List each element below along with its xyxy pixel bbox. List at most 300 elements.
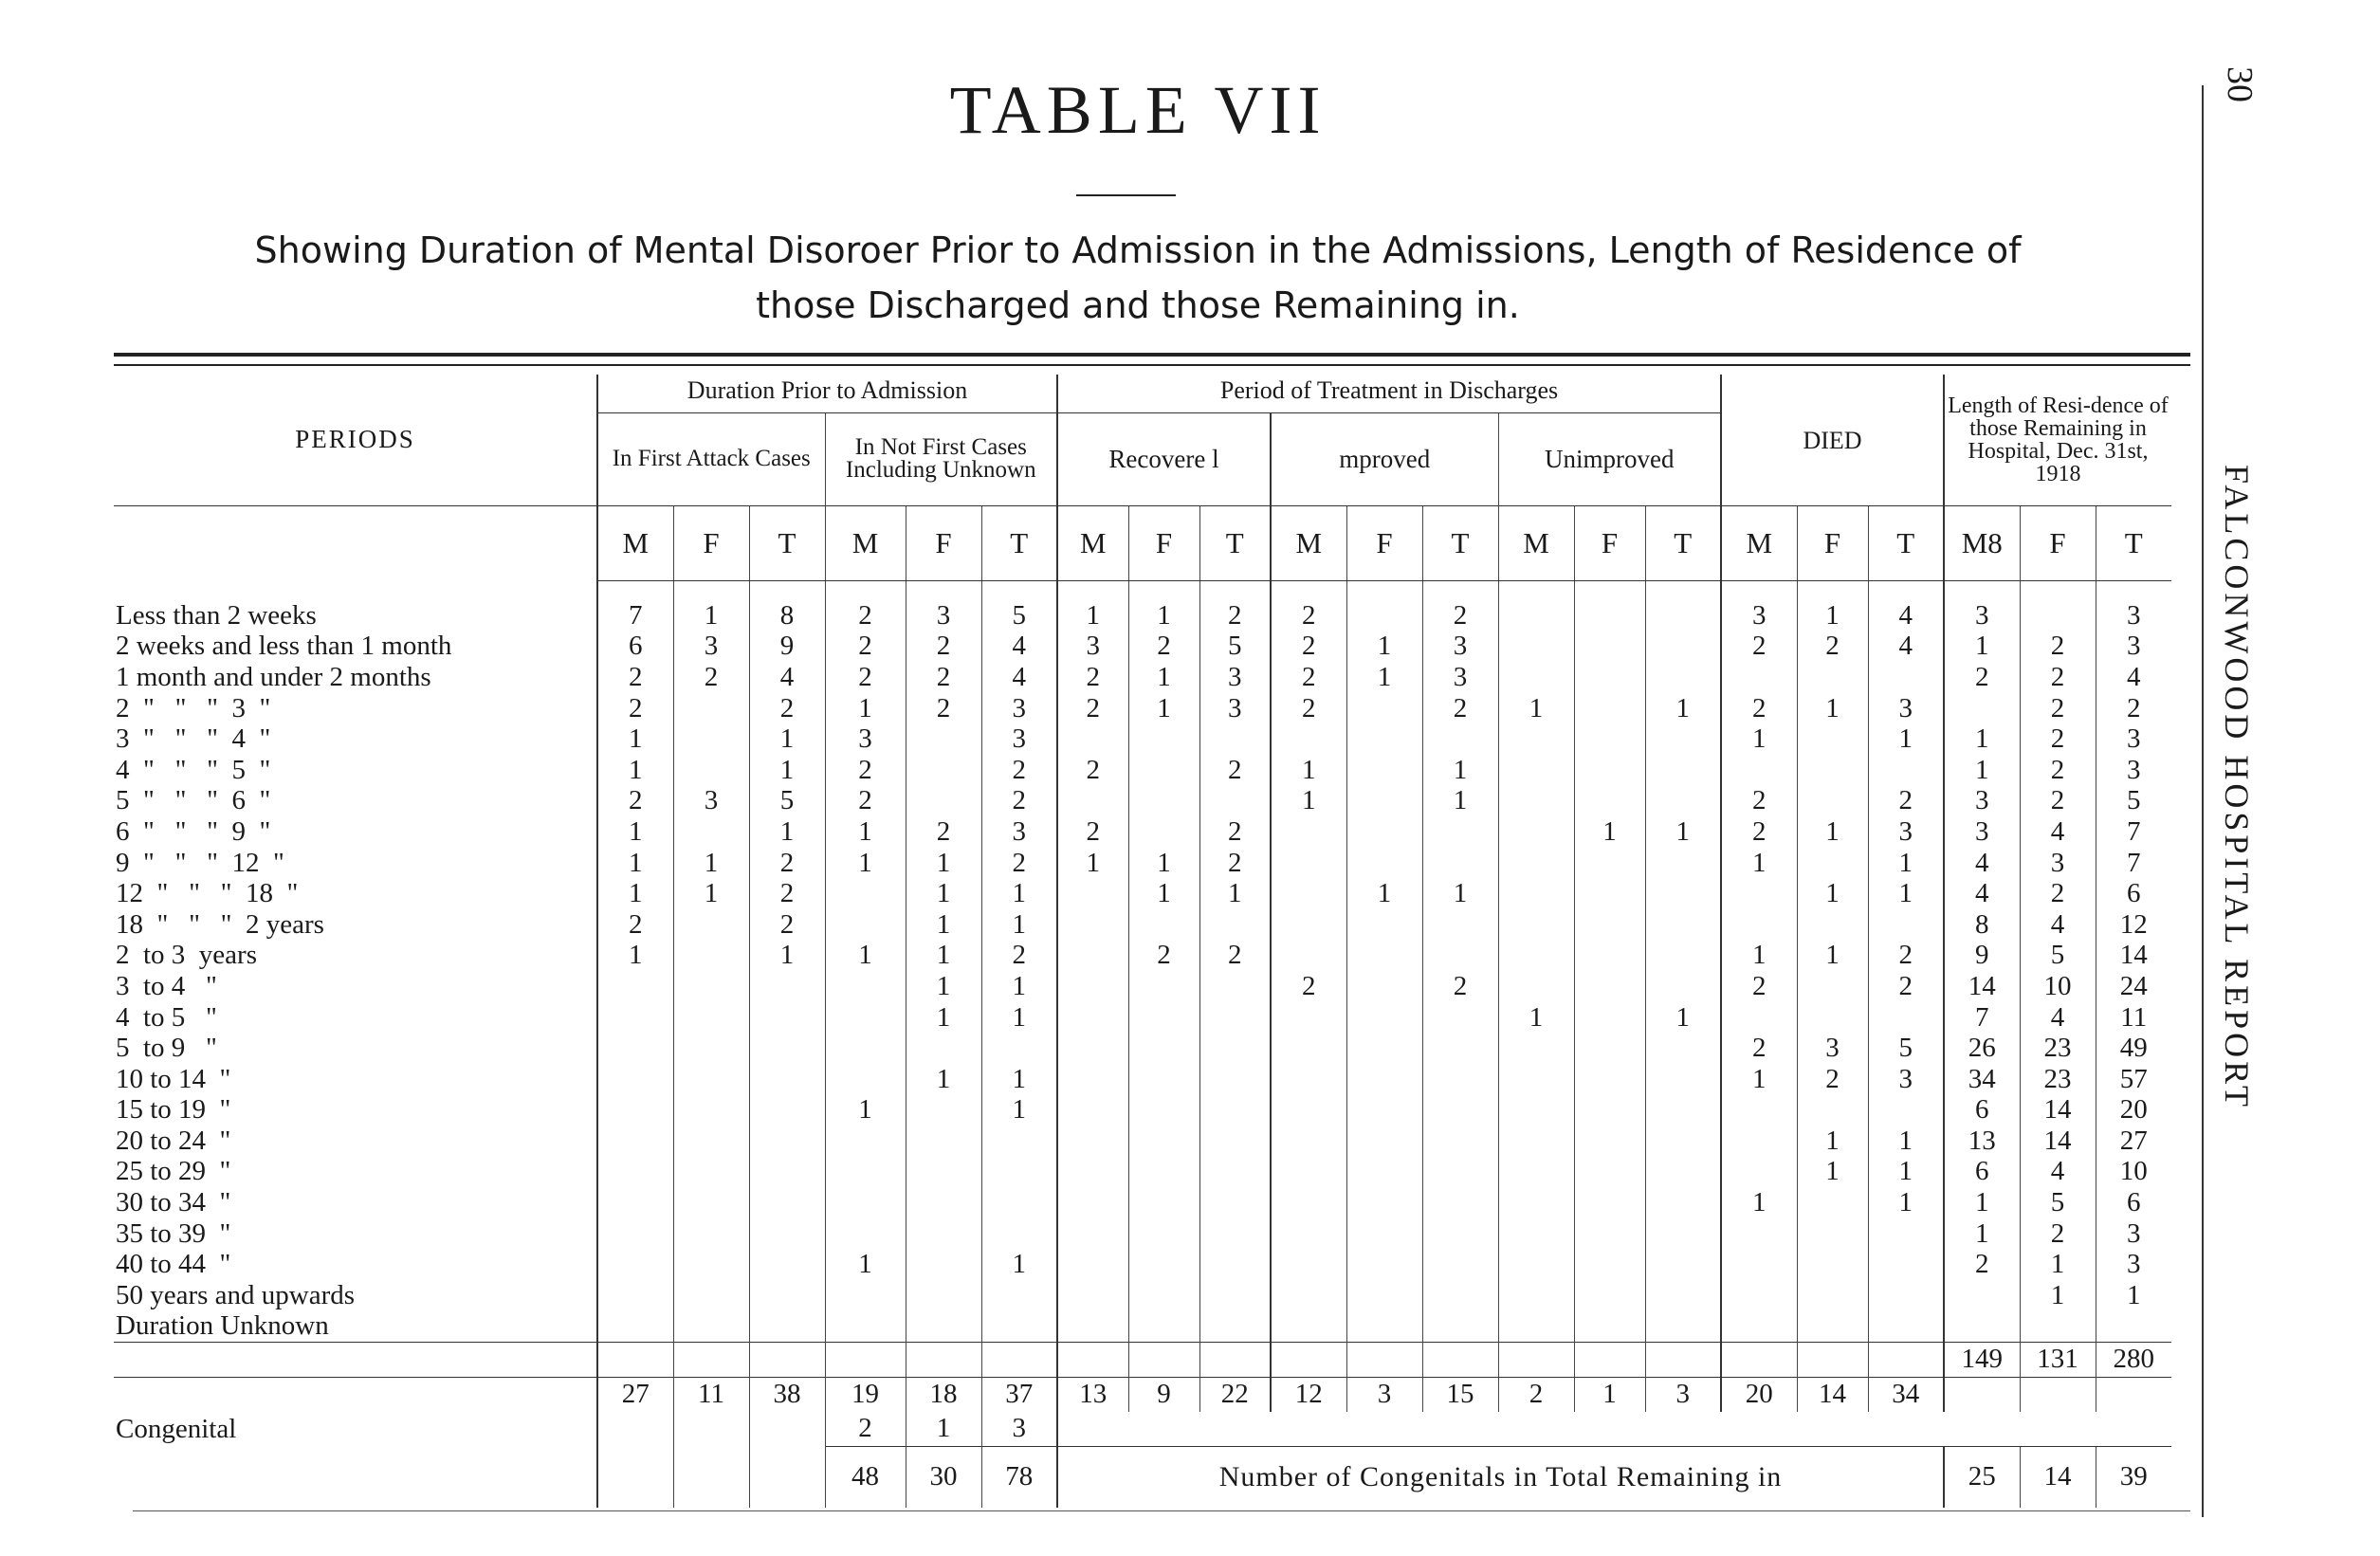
table-cell (1422, 847, 1498, 878)
table-cell: 7 (1944, 1001, 2020, 1033)
table-cell (1128, 1063, 1199, 1094)
table-cell: 2 (1797, 631, 1868, 662)
table-cell (1645, 754, 1721, 785)
table-cell (1574, 1310, 1645, 1342)
table-cell (1422, 1187, 1498, 1218)
table-cell (1574, 971, 1645, 1002)
table-cell: 4 (2020, 1156, 2096, 1187)
table-cell: 3 (2020, 847, 2096, 878)
table-cell (1057, 1280, 1128, 1311)
table-cell: 7 (597, 600, 673, 632)
col-header-t: T (1199, 505, 1271, 580)
table-cell (1498, 1249, 1574, 1280)
table-cell: 2 (2020, 662, 2096, 693)
table-cell (1797, 1094, 1868, 1126)
row-label: Duration Unknown (116, 1310, 329, 1342)
table-cell: 1 (749, 754, 825, 785)
table-cell: 1 (1797, 878, 1868, 909)
table-cell: 1 (906, 1412, 981, 1447)
table-cell: 1 (2020, 1280, 2096, 1311)
table-row (114, 631, 2171, 662)
table-cell: 4 (2020, 1001, 2096, 1033)
table-cell (1944, 1280, 2020, 1311)
table-row (114, 908, 2171, 940)
table-cell (1199, 1249, 1271, 1280)
table-cell: 1 (1797, 600, 1868, 632)
table-cell: 1 (1721, 1187, 1797, 1218)
table-cell (749, 1249, 825, 1280)
table-cell (1574, 847, 1645, 878)
running-head: FALCONWOOD HOSPITAL REPORT (2218, 465, 2256, 1110)
table-cell (1422, 723, 1498, 755)
table-cell: 1 (673, 878, 749, 909)
table-cell (1199, 1310, 1271, 1342)
table-cell (597, 1217, 673, 1249)
table-cell (906, 1094, 981, 1126)
blank-cell (2096, 1377, 2171, 1412)
table-cell: 1 (1128, 847, 1199, 878)
table-cell (1346, 1249, 1422, 1280)
row-label: Less than 2 weeks (116, 599, 317, 631)
table-row (114, 692, 2171, 723)
table-cell: 1 (749, 816, 825, 848)
table-cell: 1 (906, 908, 981, 940)
table-cell (1645, 1156, 1721, 1187)
row-label: 9 " " " 12 " (116, 847, 284, 878)
table-cell (597, 1126, 673, 1157)
col-header-f: F (1346, 505, 1422, 580)
table-cell (1574, 723, 1645, 755)
table-row (114, 1280, 2171, 1311)
table-cell (1346, 1033, 1422, 1064)
table-cell (1271, 847, 1346, 878)
table-cell (1797, 754, 1868, 785)
table-cell: 3 (981, 1412, 1057, 1447)
table-cell (1868, 1094, 1944, 1126)
table-cell (1498, 662, 1574, 693)
table-cell (1128, 1033, 1199, 1064)
table-cell: 3 (2096, 754, 2171, 785)
table-cell (597, 1249, 673, 1280)
table-cell (1797, 1217, 1868, 1249)
table-cell: 3 (906, 600, 981, 632)
table-cell: 2 (597, 785, 673, 816)
table-cell (1346, 847, 1422, 878)
table-cell (1346, 723, 1422, 755)
totals-row (114, 1377, 2171, 1412)
table-cell (1128, 1001, 1199, 1033)
table-cell (1645, 971, 1721, 1002)
table-cell (1057, 1063, 1128, 1094)
blank-cell (2020, 1377, 2096, 1412)
table-cell (1645, 1217, 1721, 1249)
table-cell: 2 (906, 631, 981, 662)
table-cell (1574, 1187, 1645, 1218)
page-title: TABLE VII (949, 72, 1327, 148)
table-cell: 1 (1944, 1187, 2020, 1218)
table-cell (1498, 631, 1574, 662)
table-cell (2020, 600, 2096, 632)
table-cell: 3 (1422, 662, 1498, 693)
table-cell (1422, 1280, 1498, 1311)
table-cell: 49 (2096, 1033, 2171, 1064)
table-cell: 7 (2096, 816, 2171, 848)
table-cell (597, 1280, 673, 1311)
table-cell (1574, 631, 1645, 662)
table-cell (749, 1001, 825, 1033)
blank-cell (114, 1446, 597, 1508)
table-cell: 5 (2020, 940, 2096, 971)
table-cell (1645, 1187, 1721, 1218)
bottom-rule (133, 1510, 2190, 1511)
table-cell (1645, 600, 1721, 632)
row-label: 5 " " " 6 " (116, 785, 271, 816)
table-cell (1199, 785, 1271, 816)
table-cell: 5 (2020, 1187, 2096, 1218)
grand-total-row (114, 1446, 2171, 1508)
table-cell: 3 (1057, 631, 1128, 662)
col-header-m: M (1057, 505, 1128, 580)
table-cell (906, 1156, 981, 1187)
table-cell: 1 (1797, 1156, 1868, 1187)
table-cell (1128, 908, 1199, 940)
blank-cell (114, 1342, 597, 1377)
died-header: DIED (1721, 375, 1944, 505)
table-cell: 2 (1944, 1249, 2020, 1280)
table-cell: 20 (2096, 1094, 2171, 1126)
table-cell (825, 971, 906, 1002)
table-cell (1199, 1063, 1271, 1094)
row-label: 3 " " " 4 " (116, 723, 271, 755)
col-header-f: F (2020, 505, 2096, 580)
table-cell: 3 (825, 723, 906, 755)
table-cell (1128, 1217, 1199, 1249)
table-cell: 2 (1868, 940, 1944, 971)
table-cell: 1 (1128, 600, 1199, 632)
col-header-m-remaining: M8 (1944, 505, 2020, 580)
table-cell: 1 (825, 1094, 906, 1126)
table-cell (1057, 908, 1128, 940)
total-cell: 280 (2096, 1342, 2171, 1377)
table-cell (1498, 723, 1574, 755)
table-cell (825, 878, 906, 909)
table-cell: 34 (1944, 1063, 2020, 1094)
table-cell: 1 (1271, 785, 1346, 816)
table-cell (1498, 754, 1574, 785)
table-cell: 6 (1944, 1094, 2020, 1126)
table-cell: 2 (2096, 692, 2171, 723)
blank-cell (749, 1446, 825, 1508)
table-cell: 2 (1271, 971, 1346, 1002)
table-cell (1574, 1063, 1645, 1094)
table-cell (825, 1217, 906, 1249)
table-cell: 23 (2020, 1063, 2096, 1094)
row-label: 4 " " " 5 " (116, 754, 271, 785)
table-cell (1271, 1033, 1346, 1064)
table-cell (1271, 1063, 1346, 1094)
table-cell (1645, 940, 1721, 971)
table-cell (1128, 1156, 1199, 1187)
table-cell: 1 (981, 1249, 1057, 1280)
col-header-t: T (1868, 505, 1944, 580)
blank-cell (1057, 1412, 2171, 1447)
table-cell: 1 (906, 971, 981, 1002)
table-cell (1346, 692, 1422, 723)
table-cell: 2 (1422, 600, 1498, 632)
table-cell (673, 1310, 749, 1342)
table-cell (673, 1280, 749, 1311)
table-cell (1128, 1310, 1199, 1342)
table-cell (673, 1249, 749, 1280)
table-cell (825, 1033, 906, 1064)
table-cell (1721, 1156, 1797, 1187)
table-cell: 4 (1868, 600, 1944, 632)
table-cell (1271, 1001, 1346, 1033)
table-cell (1645, 723, 1721, 755)
table-cell: 1 (906, 1063, 981, 1094)
table-cell (1721, 1001, 1797, 1033)
table-row (114, 1249, 2171, 1280)
table-cell (1057, 1249, 1128, 1280)
table-cell: 1 (1057, 600, 1128, 632)
table-cell (1128, 816, 1199, 848)
table-cell: 1 (1868, 878, 1944, 909)
table-cell: 2 (825, 631, 906, 662)
table-cell (1868, 754, 1944, 785)
table-cell (1346, 600, 1422, 632)
table-cell: 2 (1199, 816, 1271, 848)
table-cell (1199, 1280, 1271, 1311)
table-cell (1498, 600, 1574, 632)
table-cell (1498, 1126, 1574, 1157)
table-cell: 2 (2020, 754, 2096, 785)
blank-cell (749, 1342, 825, 1377)
table-cell: 2 (2020, 878, 2096, 909)
table-cell (1574, 1033, 1645, 1064)
table-cell (673, 754, 749, 785)
table-cell: 2 (1057, 754, 1128, 785)
table-cell (1498, 1156, 1574, 1187)
row-label: 5 to 9 " (116, 1033, 217, 1064)
table-cell: 3 (1944, 816, 2020, 848)
total-cell: 18 (906, 1377, 981, 1412)
table-cell (1346, 940, 1422, 971)
table-cell: 1 (1128, 692, 1199, 723)
table-cell (1868, 908, 1944, 940)
total-cell: 15 (1422, 1377, 1498, 1412)
row-label: 4 to 5 " (116, 1001, 217, 1033)
table-cell (906, 723, 981, 755)
table-cell (1498, 1033, 1574, 1064)
table-cell: 10 (2096, 1156, 2171, 1187)
table-cell (1422, 1249, 1498, 1280)
table-cell: 1 (981, 878, 1057, 909)
total-cell: 14 (2020, 1446, 2096, 1508)
table-row (114, 600, 2171, 632)
table-cell: 3 (2096, 631, 2171, 662)
table-cell (825, 1280, 906, 1311)
table-cell: 3 (2096, 1249, 2171, 1280)
table-cell (1057, 1126, 1128, 1157)
total-cell: 27 (597, 1377, 673, 1412)
table-cell: 4 (1944, 847, 2020, 878)
row-label: 2 to 3 years (116, 940, 257, 971)
table-cell (1346, 1310, 1422, 1342)
table-cell: 2 (906, 816, 981, 848)
col-header-m: M (597, 505, 673, 580)
total-cell: 1 (1574, 1377, 1645, 1412)
table-cell: 3 (1868, 1063, 1944, 1094)
table-cell (1271, 940, 1346, 971)
table-cell (825, 908, 906, 940)
table-cell: 2 (1199, 847, 1271, 878)
table-cell (673, 1217, 749, 1249)
row-label: 40 to 44 " (116, 1249, 231, 1280)
row-label: 6 " " " 9 " (116, 815, 271, 847)
table-row (114, 662, 2171, 693)
table-cell: 1 (1944, 754, 2020, 785)
table-cell: 1 (1271, 754, 1346, 785)
table-cell (1271, 1249, 1346, 1280)
table-cell (1797, 1001, 1868, 1033)
col-header-f: F (1797, 505, 1868, 580)
table-cell (597, 1001, 673, 1033)
table-cell: 3 (673, 785, 749, 816)
table-cell (1346, 1094, 1422, 1126)
table-cell (1574, 1126, 1645, 1157)
table-cell (1346, 1156, 1422, 1187)
table-cell (1057, 940, 1128, 971)
table-cell (1721, 908, 1797, 940)
table-cell (1574, 1001, 1645, 1033)
table-cell: 5 (749, 785, 825, 816)
table-cell: 27 (2096, 1126, 2171, 1157)
table-cell: 2 (749, 908, 825, 940)
table-cell (673, 908, 749, 940)
total-cell: 9 (1128, 1377, 1199, 1412)
table-cell: 3 (673, 631, 749, 662)
total-cell: 30 (906, 1446, 981, 1508)
table-row (114, 816, 2171, 848)
table-cell (1422, 1063, 1498, 1094)
table-cell (981, 1187, 1057, 1218)
table-cell (1721, 754, 1797, 785)
table-cell (1574, 908, 1645, 940)
table-cell: 1 (597, 878, 673, 909)
table-cell (1645, 1094, 1721, 1126)
table-cell (1128, 1249, 1199, 1280)
table-cell: 1 (1422, 785, 1498, 816)
table-cell (1422, 816, 1498, 848)
table-cell: 1 (1498, 1001, 1574, 1033)
table-cell (1868, 1310, 1944, 1342)
table-cell (749, 1156, 825, 1187)
table-cell (1645, 1310, 1721, 1342)
blank-cell (1057, 1342, 1128, 1377)
table-cell (1797, 908, 1868, 940)
blank-cell (1645, 1342, 1721, 1377)
spacer-row (114, 580, 2171, 600)
table-cell: 2 (1721, 631, 1797, 662)
table-cell (906, 785, 981, 816)
margin-rule (2202, 85, 2204, 1517)
table-cell (1271, 816, 1346, 848)
table-cell (981, 1310, 1057, 1342)
congenital-row (114, 1412, 2171, 1447)
col-header-m: M (825, 505, 906, 580)
table-cell (1721, 1310, 1797, 1342)
col-header-f: F (673, 505, 749, 580)
table-cell: 2 (825, 600, 906, 632)
table-cell (1498, 1094, 1574, 1126)
table-cell: 14 (1944, 971, 2020, 1002)
table-row (114, 1217, 2171, 1249)
blank-cell (1346, 1342, 1422, 1377)
table-cell (1944, 692, 2020, 723)
improved-header: mproved (1271, 412, 1498, 505)
table-cell: 1 (906, 940, 981, 971)
table-cell (749, 1310, 825, 1342)
not-first-header: In Not First Cases Including Unknown (825, 412, 1057, 505)
table-cell (1128, 785, 1199, 816)
table-cell: 1 (749, 940, 825, 971)
row-label: 25 to 29 " (116, 1156, 231, 1187)
table-cell: 2 (1797, 1063, 1868, 1094)
table-cell (1645, 631, 1721, 662)
table-cell (1721, 878, 1797, 909)
table-cell: 1 (1645, 1001, 1721, 1033)
table-cell (1721, 1280, 1797, 1311)
table-cell: 2 (673, 662, 749, 693)
table-cell: 2 (981, 785, 1057, 816)
table-row (114, 1187, 2171, 1218)
table-cell (981, 1156, 1057, 1187)
table-cell: 1 (749, 723, 825, 755)
table-cell (1271, 908, 1346, 940)
table-cell (1645, 847, 1721, 878)
table-cell (1346, 908, 1422, 940)
table-cell: 2 (1271, 631, 1346, 662)
table-cell: 2 (981, 847, 1057, 878)
table-cell (825, 1001, 906, 1033)
table-cell (906, 1187, 981, 1218)
total-cell: 3 (1346, 1377, 1422, 1412)
table-cell (1271, 1310, 1346, 1342)
table-cell: 13 (1944, 1126, 2020, 1157)
table-cell (673, 1187, 749, 1218)
table-cell (1199, 1187, 1271, 1218)
table-cell (749, 1187, 825, 1218)
table-body (114, 580, 2171, 1508)
table-cell (1498, 1187, 1574, 1218)
total-cell: 78 (981, 1446, 1057, 1508)
table-cell: 14 (2096, 940, 2171, 971)
table-cell (1868, 662, 1944, 693)
table-cell: 57 (2096, 1063, 2171, 1094)
table-cell (825, 1187, 906, 1218)
table-cell: 4 (981, 631, 1057, 662)
table-cell (1574, 1156, 1645, 1187)
table-cell (906, 1280, 981, 1311)
table-cell (1868, 1249, 1944, 1280)
table-cell: 1 (1346, 662, 1422, 693)
table-cell (1057, 971, 1128, 1002)
table-cell: 3 (1944, 785, 2020, 816)
table-cell: 1 (1944, 1217, 2020, 1249)
table-cell (1057, 1187, 1128, 1218)
table-row (114, 754, 2171, 785)
table-cell: 2 (825, 1412, 906, 1447)
